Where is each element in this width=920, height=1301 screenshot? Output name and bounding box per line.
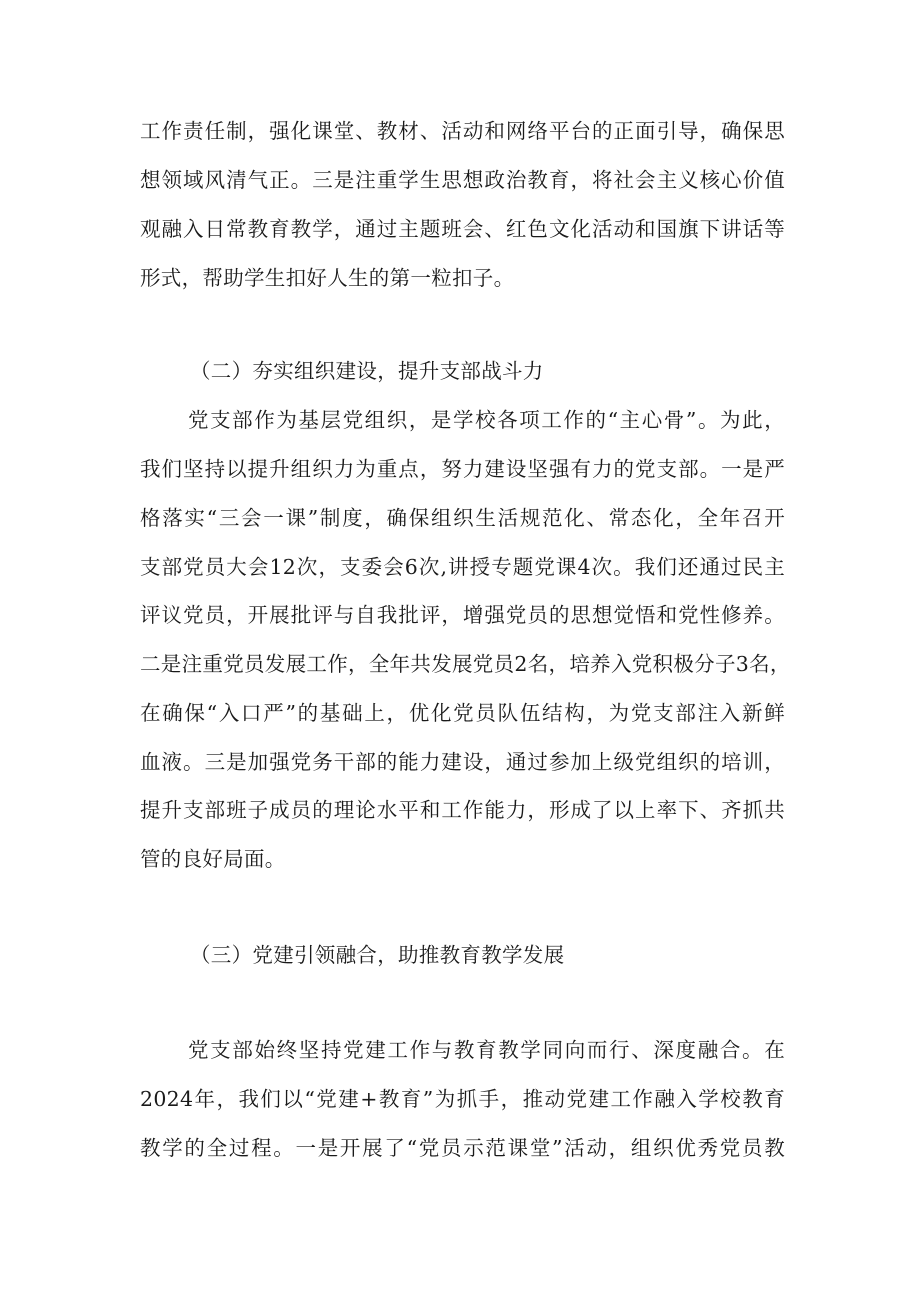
text-line: 格落实“三会一课”制度，确保组织生活规范化、常态化，全年召开 <box>140 506 785 530</box>
text-line: 工作责任制，强化课堂、教材、活动和网络平台的正面引导，确保思 <box>140 119 785 143</box>
text-line: 支部党员大会12次，支委会6次,讲授专题党课4次。我们还通过民主 <box>140 555 785 579</box>
text-line: 观融入日常教育教学，通过主题班会、红色文化活动和国旗下讲话等 <box>140 217 785 241</box>
text-line: 教学的全过程。一是开展了“党员示范课堂”活动，组织优秀党员教 <box>140 1136 785 1160</box>
text-line: 血液。三是加强党务干部的能力建设，通过参加上级党组织的培训， <box>140 750 785 774</box>
text-line: 提升支部班子成员的理论水平和工作能力，形成了以上率下、齐抓共 <box>140 798 785 822</box>
text-line: 评议党员，开展批评与自我批评，增强党员的思想觉悟和党性修养。 <box>140 603 785 627</box>
text-line: 在确保“入口严”的基础上，优化党员队伍结构，为党支部注入新鲜 <box>140 701 785 725</box>
text-line: 党支部始终坚持党建工作与教育教学同向而行、深度融合。在 <box>188 1038 785 1062</box>
text-line: 二是注重党员发展工作，全年共发展党员2名，培养入党积极分子3名， <box>140 652 791 676</box>
text-line: 我们坚持以提升组织力为重点，努力建设坚强有力的党支部。一是严 <box>140 457 785 481</box>
text-line: 党支部作为基层党组织，是学校各项工作的“主心骨”。为此， <box>188 408 785 432</box>
section-heading: （三）党建引领融合，助推教育教学发展 <box>190 943 565 967</box>
text-line: 2024年，我们以“党建+教育”为抓手，推动党建工作融入学校教育 <box>140 1087 785 1111</box>
text-line: 形式，帮助学生扣好人生的第一粒扣子。 <box>140 266 515 290</box>
text-line: 管的良好局面。 <box>140 847 286 871</box>
text-line: 想领域风清气正。三是注重学生思想政治教育，将社会主义核心价值 <box>140 168 785 192</box>
section-heading: （二）夯实组织建设，提升支部战斗力 <box>190 359 544 383</box>
